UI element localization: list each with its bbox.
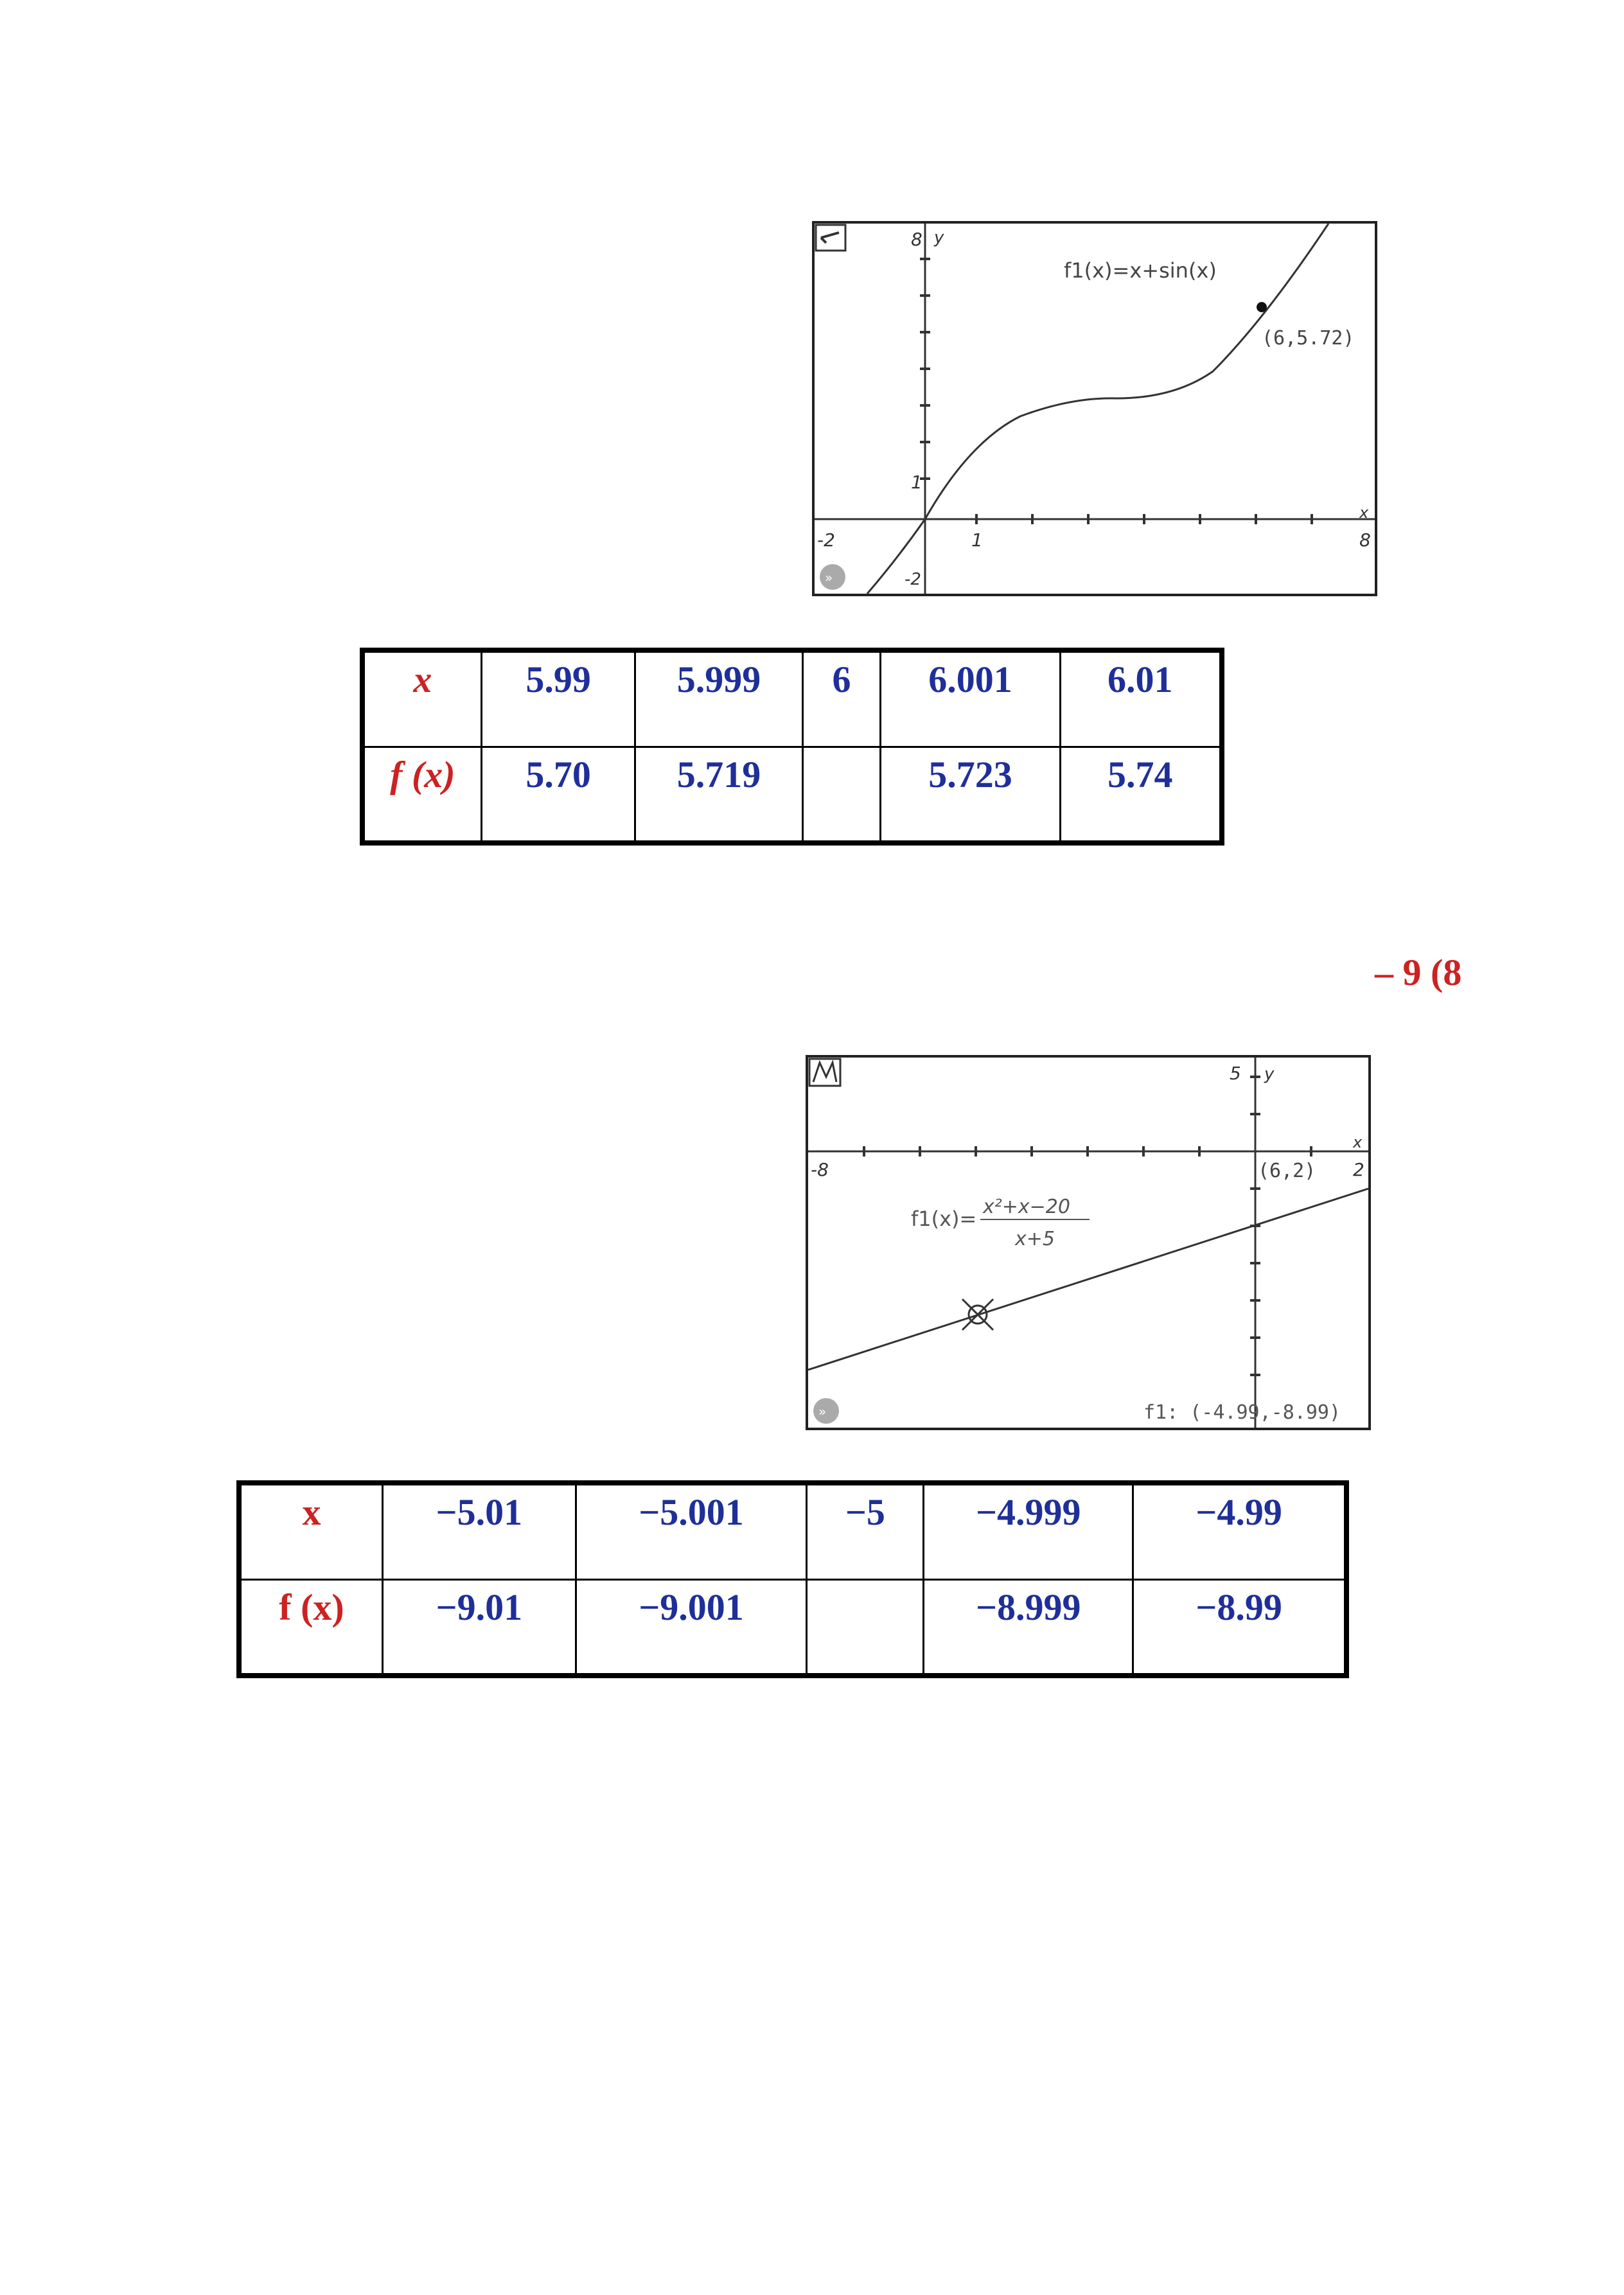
x-value-3: 6 [802, 650, 881, 747]
point-label: (6,2) [1258, 1160, 1316, 1182]
x-value-4: −4.999 [924, 1483, 1133, 1579]
table-row-x [362, 650, 1222, 747]
fraction-numerator: x²+x−20 [983, 1196, 1070, 1218]
tick-ymax: 5 [1230, 1063, 1241, 1084]
fx-header: f (x) [239, 1579, 383, 1676]
fx-value-2: −9.001 [576, 1579, 807, 1676]
fx-value-3 [807, 1579, 924, 1676]
tick-x1: 1 [971, 529, 983, 551]
fx-value-4: 5.723 [881, 747, 1060, 843]
fx-value-1: −9.01 [383, 1579, 576, 1676]
x-axis-label: x [1359, 504, 1369, 522]
tick-ymin: -2 [905, 570, 921, 589]
x-value-2: 5.999 [635, 650, 802, 747]
table-row-fx [362, 747, 1222, 843]
trace-cursor-icon[interactable] [962, 1299, 993, 1330]
x-value-3: −5 [807, 1483, 924, 1579]
y-axis-label: y [934, 228, 944, 247]
table-row-x [239, 1483, 1346, 1579]
table-row-fx [239, 1579, 1346, 1676]
line-rational [808, 1189, 1368, 1370]
x-value-5: −4.99 [1133, 1483, 1346, 1579]
values-table-rational [236, 1480, 1349, 1678]
point-marker[interactable] [1257, 302, 1267, 312]
fx-value-5: 5.74 [1060, 747, 1222, 843]
x-value-2: −5.001 [576, 1483, 807, 1579]
tick-xmin: -2 [817, 529, 835, 551]
function-label: f1(x)= [911, 1207, 977, 1231]
x-value-5: 6.01 [1060, 650, 1222, 747]
function-label: f1(x)=x+sin(x) [1064, 258, 1217, 283]
fraction-denominator: x+5 [1015, 1228, 1055, 1250]
fx-header: f (x) [362, 747, 481, 843]
trace-label: f1: (-4.99,-8.99) [1143, 1401, 1341, 1424]
tick-xmax: 2 [1353, 1159, 1364, 1180]
values-table-sine [360, 648, 1224, 846]
x-axis-label: x [1353, 1133, 1363, 1151]
x-value-1: 5.99 [481, 650, 635, 747]
tick-y1: 1 [911, 472, 922, 493]
fx-value-2: 5.719 [635, 747, 802, 843]
x-value-4: 6.001 [881, 650, 1060, 747]
expand-icon: » [825, 570, 833, 585]
x-header: x [362, 650, 481, 747]
graph-sine-canvas [815, 224, 1375, 594]
graph-rational-plot [806, 1055, 1371, 1430]
expand-icon: » [818, 1404, 827, 1419]
point-label: (6,5.72) [1262, 327, 1355, 350]
x-value-1: −5.01 [383, 1483, 576, 1579]
x-header: x [239, 1483, 383, 1579]
graph-rational-canvas [808, 1058, 1368, 1428]
fx-value-5: −8.99 [1133, 1579, 1346, 1676]
graph-sine-plot [812, 221, 1377, 596]
fx-value-3 [802, 747, 881, 843]
tick-xmax: 8 [1359, 529, 1371, 551]
axis-ticks [920, 259, 1312, 524]
tick-ymax: 8 [911, 229, 922, 250]
y-axis-label: y [1264, 1065, 1275, 1084]
side-note: – 9 (8 [1375, 952, 1462, 993]
fx-value-4: −8.999 [924, 1579, 1133, 1676]
fx-value-1: 5.70 [481, 747, 635, 843]
tick-xmin: -8 [811, 1159, 829, 1180]
tool-icon[interactable] [816, 225, 845, 251]
